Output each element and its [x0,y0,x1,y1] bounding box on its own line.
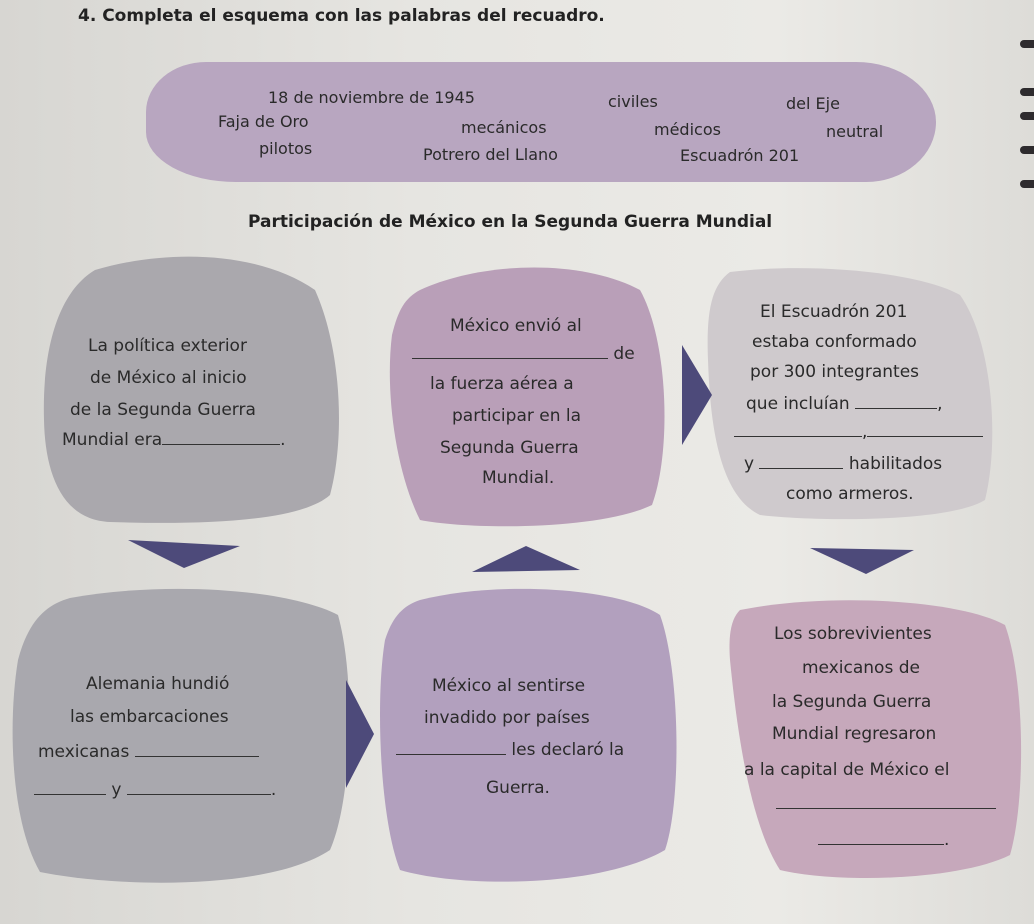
box3-comma: , [862,422,868,442]
box4-line3 [38,738,259,766]
answer-blank[interactable] [412,342,608,359]
box2-line3: la fuerza aérea a [430,374,574,394]
answer-blank[interactable] [34,778,106,795]
box1-line1: La política exterior [88,336,247,356]
word-item: neutral [826,122,884,141]
box1-line4 [62,426,286,454]
arrow-right-icon [346,680,374,788]
blob-shape-4 [13,589,350,883]
box3-comma: , [937,394,943,414]
box2-line2-text: de [613,344,635,364]
box6-line7 [818,826,949,854]
box5-line2: invadido por países [424,708,590,728]
word-item: mecánicos [461,118,547,137]
answer-blank[interactable] [127,778,271,795]
word-item: 18 de noviembre de 1945 [268,88,475,107]
answer-blank[interactable] [162,428,280,445]
box3-line3: por 300 integrantes [750,362,920,382]
box6-line4: Mundial regresaron [772,724,937,744]
box5-line3-text: les declaró la [511,740,625,760]
answer-blank[interactable] [396,738,506,755]
box1-line4-text: Mundial era [62,430,163,450]
arrow-down-icon [128,540,240,568]
box3-line6-text: habilitados [848,454,943,474]
box2-line1: México envió al [450,316,582,336]
box3-line4-text: que incluían [746,394,850,414]
box6-line2: mexicanos de [802,658,920,678]
arrow-up-icon [472,546,580,572]
box4-line2: las embarcaciones [70,707,229,727]
answer-blank[interactable] [855,392,937,409]
answer-blank[interactable] [135,740,259,757]
box4-line3-text: mexicanas [38,742,130,762]
box3-line7: como armeros. [786,484,914,504]
word-item: Potrero del Llano [423,145,558,164]
box2-line6: Mundial. [482,468,555,488]
box5-line4: Guerra. [486,778,550,798]
box2-line2 [412,340,635,368]
box3-line2: estaba conformado [752,332,917,352]
box4-period: . [270,780,277,800]
box3-line4 [746,390,943,418]
box1-period: . [280,430,286,450]
box1-line3: de la Segunda Guerra [70,400,256,420]
box3-line6 [744,450,942,478]
word-item: civiles [608,92,658,111]
box2-line4: participar en la [452,406,582,426]
answer-blank[interactable] [734,420,862,437]
word-item: pilotos [259,139,313,158]
word-item: médicos [654,120,721,139]
instruction-text: 4. Completa el esquema con las palabras del recuadro. [78,6,605,26]
answer-blank[interactable] [759,452,843,469]
box5-line1: México al sentirse [432,676,586,696]
box1-line2: de México al inicio [90,368,247,388]
box3-line1: El Escuadrón 201 [760,302,908,322]
box6-line3: la Segunda Guerra [772,692,932,712]
scheme-title: Participación de México en la Segunda Guerra Mundial [248,212,773,232]
box3-line5 [734,418,983,446]
box6-line6 [776,790,996,818]
box4-y: y [111,780,122,800]
word-item: Faja de Oro [218,112,309,131]
box6-period: . [944,830,950,850]
box4-line4 [34,776,276,804]
box5-line3 [396,736,624,764]
arrow-right-icon [682,345,712,445]
word-item: del Eje [786,94,840,113]
box6-line5: a la capital de México el [744,760,950,780]
arrow-down-icon [810,548,914,574]
box2-line5: Segunda Guerra [440,438,579,458]
box6-line1: Los sobrevivientes [774,624,932,644]
word-item: Escuadrón 201 [680,146,800,165]
answer-blank[interactable] [818,828,944,845]
answer-blank[interactable] [776,792,996,809]
box3-y: y [744,454,755,474]
box4-line1: Alemania hundió [86,674,230,694]
answer-blank[interactable] [867,420,983,437]
